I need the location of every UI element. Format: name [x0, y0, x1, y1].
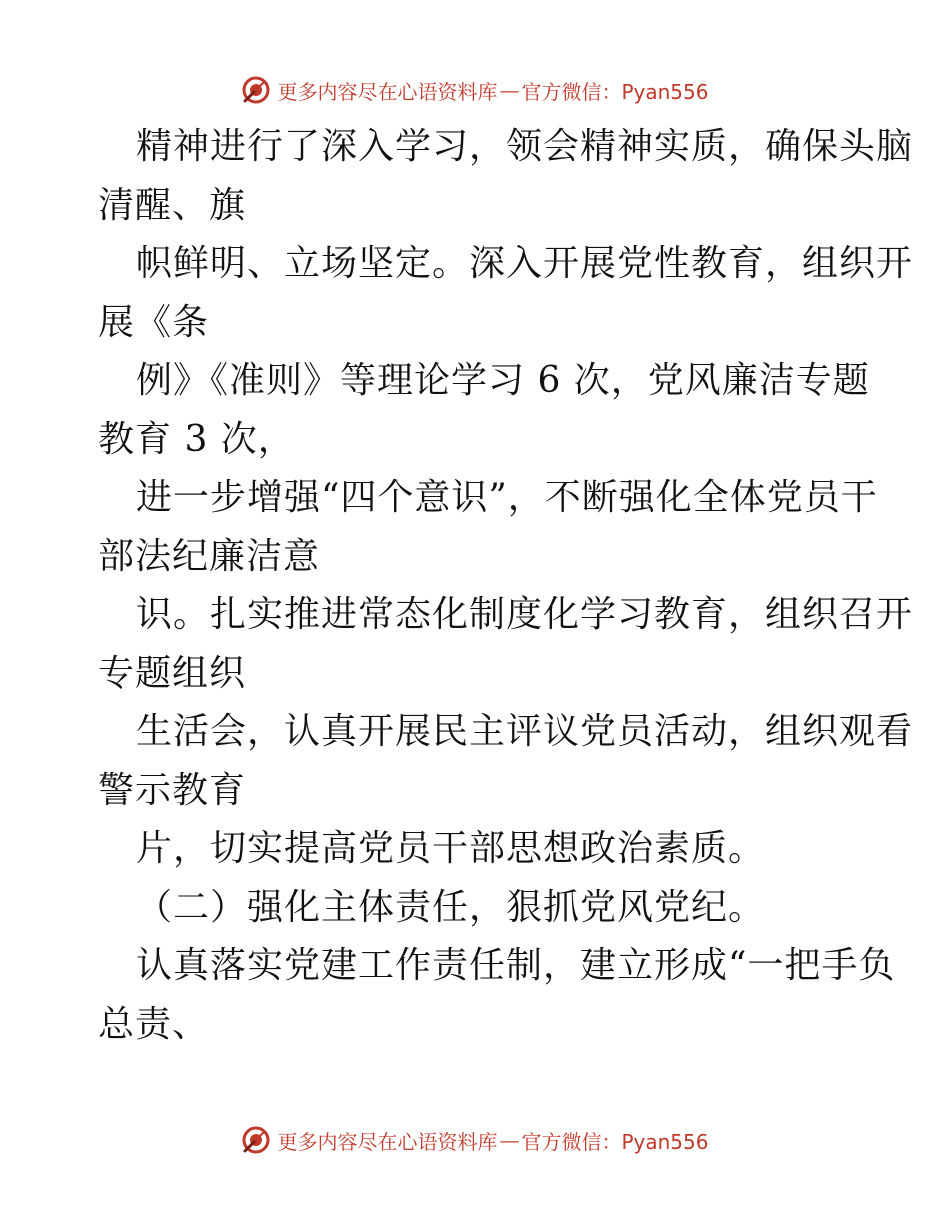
- body-line: 展《条: [98, 301, 210, 343]
- footer-watermark: [0, 1120, 950, 1160]
- body-line: 进一步增强“四个意识”，不断强化全体党员干: [136, 477, 878, 518]
- body-line: 部法纪廉洁意: [98, 535, 321, 577]
- watermark-separator: —: [499, 78, 520, 102]
- body-line: 例》《准则》等理论学习 6 次，党风廉洁专题: [136, 360, 870, 401]
- document-body: [98, 118, 914, 1054]
- body-line: 生活会，认真开展民主评议党员活动，组织观看: [136, 711, 914, 752]
- body-line: 清醒、旗: [98, 184, 247, 226]
- body-line: 教育 3 次，: [98, 418, 295, 460]
- body-line: 帜鲜明、立场坚定。深入开展党性教育，组织开: [136, 243, 914, 284]
- watermark-separator: —: [499, 1128, 520, 1152]
- red-pen-logo-icon: [241, 75, 271, 105]
- body-line: 精神进行了深入学习，领会精神实质，确保头脑: [136, 126, 914, 167]
- body-line: 总责、: [98, 1003, 210, 1045]
- red-pen-logo-icon: [241, 1125, 271, 1155]
- body-line: 警示教育: [98, 769, 247, 811]
- section-heading: （二）强化主体责任，狠抓党风党纪。: [136, 886, 766, 928]
- body-line: 专题组织: [98, 652, 247, 694]
- watermark-text: 更多内容尽在心语资料库: [277, 1129, 498, 1154]
- header-watermark: [0, 70, 950, 110]
- watermark-text: 更多内容尽在心语资料库: [277, 79, 498, 104]
- watermark-wechat: 官方微信：Pyan556: [521, 1129, 709, 1154]
- watermark-wechat: 官方微信：Pyan556: [521, 79, 709, 104]
- body-line: 识。扎实推进常态化制度化学习教育，组织召开: [136, 594, 914, 635]
- body-line: 认真落实党建工作责任制，建立形成“一把手负: [136, 945, 896, 986]
- body-line: 片，切实提高党员干部思想政治素质。: [136, 828, 766, 869]
